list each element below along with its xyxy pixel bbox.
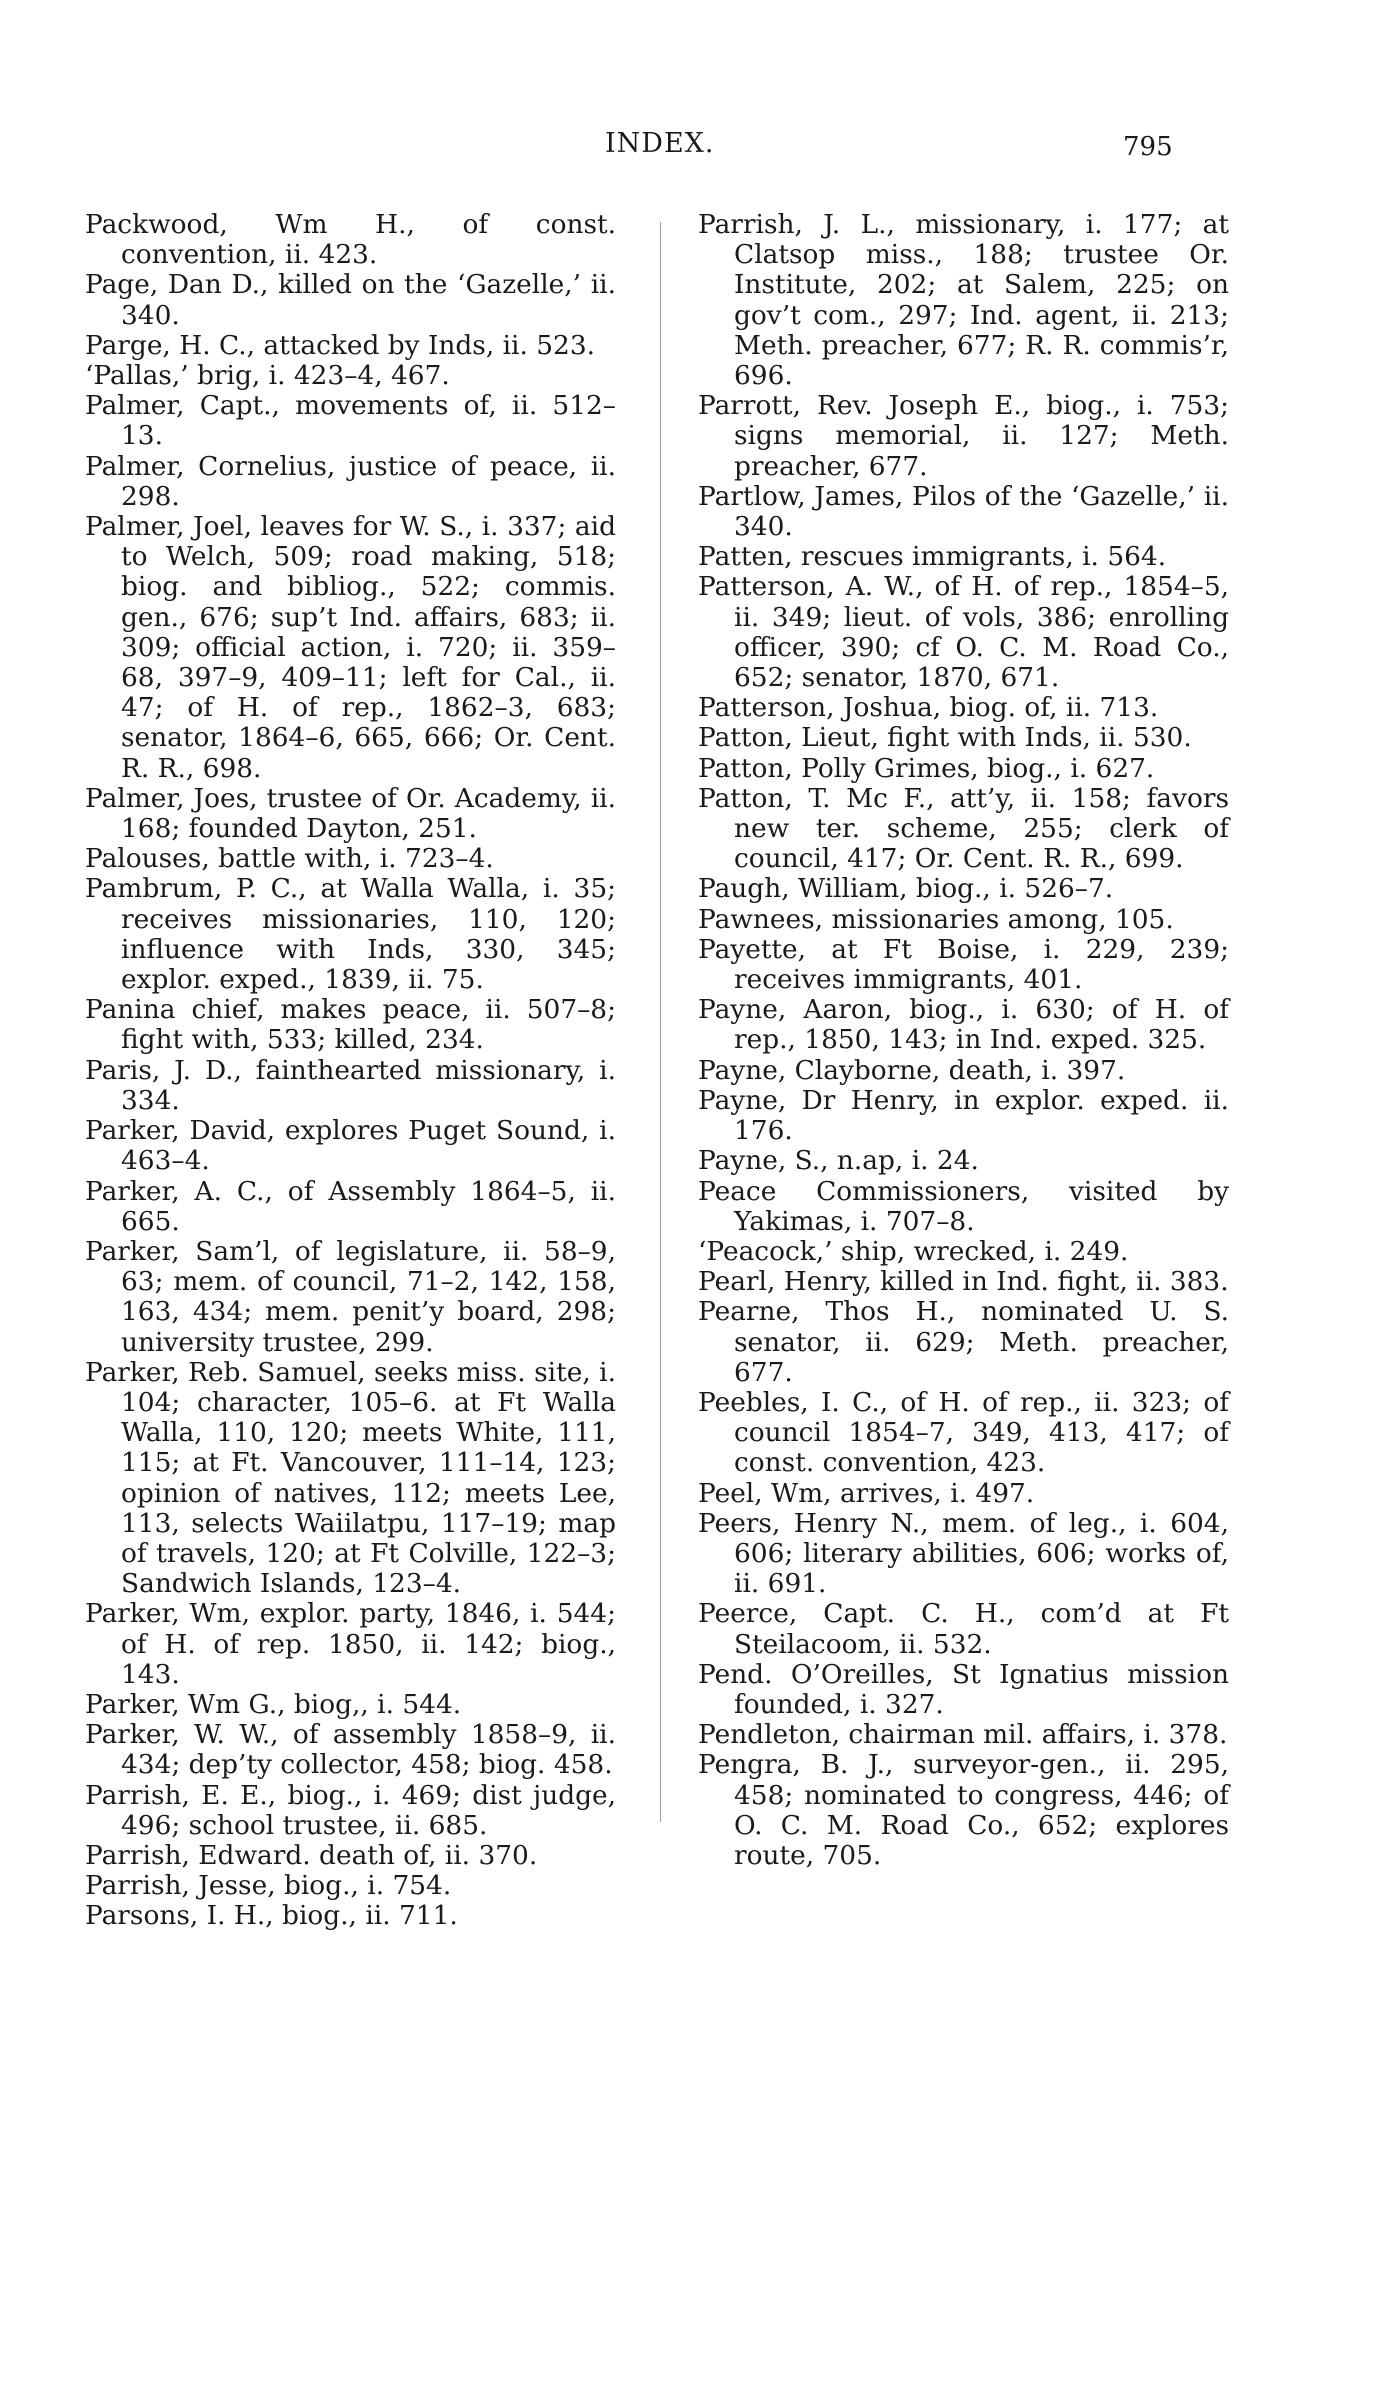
- index-entry: Peers, Henry N., mem. of leg., i. 604, 606; literary abilities, 606; works of, ii. 691.: [698, 1507, 1229, 1600]
- index-entry: Peace Commissioners, visited by Yakimas, i. 707–8.: [698, 1175, 1229, 1237]
- index-entry: Pendleton, chairman mil. affairs, i. 378.: [698, 1719, 1228, 1751]
- index-entry: ‘Pallas,’ brig, i. 423–4, 467.: [85, 360, 450, 392]
- index-entry: Parge, H. C., attacked by Inds, ii. 523.: [85, 329, 596, 361]
- index-entry: Payne, Dr Henry, in explor. exped. ii. 176.: [698, 1084, 1229, 1147]
- page-header: [0, 128, 1389, 168]
- index-entry: Pambrum, P. C., at Walla Walla, i. 35; receives missionaries, 110, 120; influence with Inds, 330, 345; explor. exped., 1839, ii. 75.: [85, 873, 616, 996]
- index-entry: Panina chief, makes peace, ii. 507–8; fight with, 533; killed, 234.: [85, 994, 616, 1056]
- index-entry: Page, Dan D., killed on the ‘Gazelle,’ ii. 340.: [85, 269, 616, 331]
- index-entry: Parrish, Jesse, biog., i. 754.: [85, 1870, 452, 1902]
- column-divider: [660, 222, 661, 1822]
- index-entry: Pearne, Thos H., nominated U. S. senator, ii. 629; Meth. preacher, 677.: [698, 1296, 1229, 1388]
- index-entry: Pengra, B. J., surveyor-gen., ii. 295, 458; nominated to congress, 446; of O. C. M. Road Co., 652; explores route, 705.: [698, 1749, 1229, 1871]
- index-entry: ‘Peacock,’ ship, wrecked, i. 249.: [698, 1235, 1129, 1267]
- index-entry: Parker, Wm, explor. party, 1846, i. 544; of H. of rep. 1850, ii. 142; biog., 143.: [85, 1598, 616, 1690]
- index-entry: Payette, at Ft Boise, i. 229, 239; receives immigrants, 401.: [698, 933, 1229, 996]
- index-entry: Patten, rescues immigrants, i. 564.: [698, 541, 1167, 573]
- index-entry: Palmer, Capt., movements of, ii. 512–13.: [85, 390, 616, 452]
- page-number: 795: [1123, 132, 1173, 162]
- index-entry: Parker, Sam’l, of legislature, ii. 58–9, 63; mem. of council, 71–2, 142, 158, 163, 434; mem. penit’y board, 298; university trustee, 299.: [85, 1235, 616, 1358]
- index-entry: Patterson, Joshua, biog. of, ii. 713.: [698, 692, 1159, 724]
- index-entry: Packwood, Wm H., of const. convention, ii. 423.: [85, 209, 616, 271]
- index-entry: Payne, Clayborne, death, i. 397.: [698, 1054, 1126, 1086]
- index-entry: Parker, Wm G., biog,, i. 544.: [85, 1688, 462, 1720]
- index-entry: Palmer, Cornelius, justice of peace, ii. 298.: [85, 450, 616, 512]
- running-title: INDEX.: [605, 128, 715, 159]
- index-entry: Peebles, I. C., of H. of rep., ii. 323; of council 1854–7, 349, 413, 417; of const. convention, 423.: [698, 1386, 1229, 1479]
- index-entry: Payne, S., n.ap, i. 24.: [698, 1145, 979, 1177]
- index-column-left: [85, 210, 616, 1932]
- index-entry: Palouses, battle with, i. 723–4.: [85, 843, 494, 875]
- index-entry: Pend. O’Oreilles, St Ignatius mission founded, i. 327.: [698, 1658, 1229, 1720]
- index-entry: Palmer, Joel, leaves for W. S., i. 337; aid to Welch, 509; road making, 518; biog. and bibliog., 522; commis. gen., 676; sup’t Ind. affairs, 683; ii. 309; official action, i. 720; ii. 359–68, 397–9, 409–11; left for Cal., ii. 47; of H. of rep., 1862–3, 683; senator, 1864–6, 665, 666; Or. Cent. R. R., 698.: [85, 511, 616, 784]
- index-entry: Paugh, William, biog., i. 526–7.: [698, 873, 1114, 905]
- index-entry: Peerce, Capt. C. H., com’d at Ft Steilacoom, ii. 532.: [698, 1598, 1229, 1660]
- index-entry: Parrish, Edward. death of, ii. 370.: [85, 1839, 538, 1871]
- index-entry: Parrish, J. L., missionary, i. 177; at Clatsop miss., 188; trustee Or. Institute, 202; at Salem, 225; on gov’t com., 297; Ind. agent, ii. 213; Meth. preacher, 677; R. R. commis’r, 696.: [698, 209, 1229, 392]
- index-entry: Payne, Aaron, biog., i. 630; of H. of rep., 1850, 143; in Ind. exped. 325.: [698, 994, 1229, 1056]
- index-entry: Palmer, Joes, trustee of Or. Academy, ii. 168; founded Dayton, 251.: [85, 782, 616, 845]
- index-entry: Pearl, Henry, killed in Ind. fight, ii. 383.: [698, 1266, 1229, 1298]
- index-entry: Patton, Lieut, fight with Inds, ii. 530.: [698, 722, 1192, 754]
- index-entry: Partlow, James, Pilos of the ‘Gazelle,’ ii. 340.: [698, 480, 1229, 543]
- index-entry: Parker, W. W., of assembly 1858–9, ii. 434; dep’ty collector, 458; biog. 458.: [85, 1719, 616, 1781]
- index-entry: Patton, Polly Grimes, biog., i. 627.: [698, 752, 1155, 784]
- index-entry: Pawnees, missionaries among, 105.: [698, 903, 1174, 935]
- index-entry: Paris, J. D., fainthearted missionary, i. 334.: [85, 1054, 616, 1116]
- index-entry: Parker, David, explores Puget Sound, i. 463–4.: [85, 1115, 616, 1177]
- index-entry: Parker, A. C., of Assembly 1864–5, ii. 665.: [85, 1175, 616, 1237]
- index-entry: Patterson, A. W., of H. of rep., 1854–5, ii. 349; lieut. of vols, 386; enrolling officer, 390; cf O. C. M. Road Co., 652; senator, 1870, 671.: [698, 571, 1229, 694]
- index-column-right: [698, 210, 1229, 1871]
- index-entry: Patton, T. Mc F., att’y, ii. 158; favors new ter. scheme, 255; clerk of council, 417; Or. Cent. R. R., 699.: [698, 782, 1229, 875]
- index-entry: Peel, Wm, arrives, i. 497.: [698, 1477, 1035, 1509]
- index-entry: Parker, Reb. Samuel, seeks miss. site, i. 104; character, 105–6. at Ft Walla Walla, 110, 120; meets White, 111, 115; at Ft. Vancouver, 111–14, 123; opinion of natives, 112; meets Lee, 113, selects Waiilatpu, 117–19; map of travels, 120; at Ft Colville, 122–3; Sandwich Islands, 123–4.: [85, 1356, 616, 1600]
- index-entry: Parrish, E. E., biog., i. 469; dist judge, 496; school trustee, ii. 685.: [85, 1779, 616, 1841]
- index-entry: Parsons, I. H., biog., ii. 711.: [85, 1900, 458, 1932]
- index-entry: Parrott, Rev. Joseph E., biog., i. 753; signs memorial, ii. 127; Meth. preacher, 677.: [698, 390, 1229, 482]
